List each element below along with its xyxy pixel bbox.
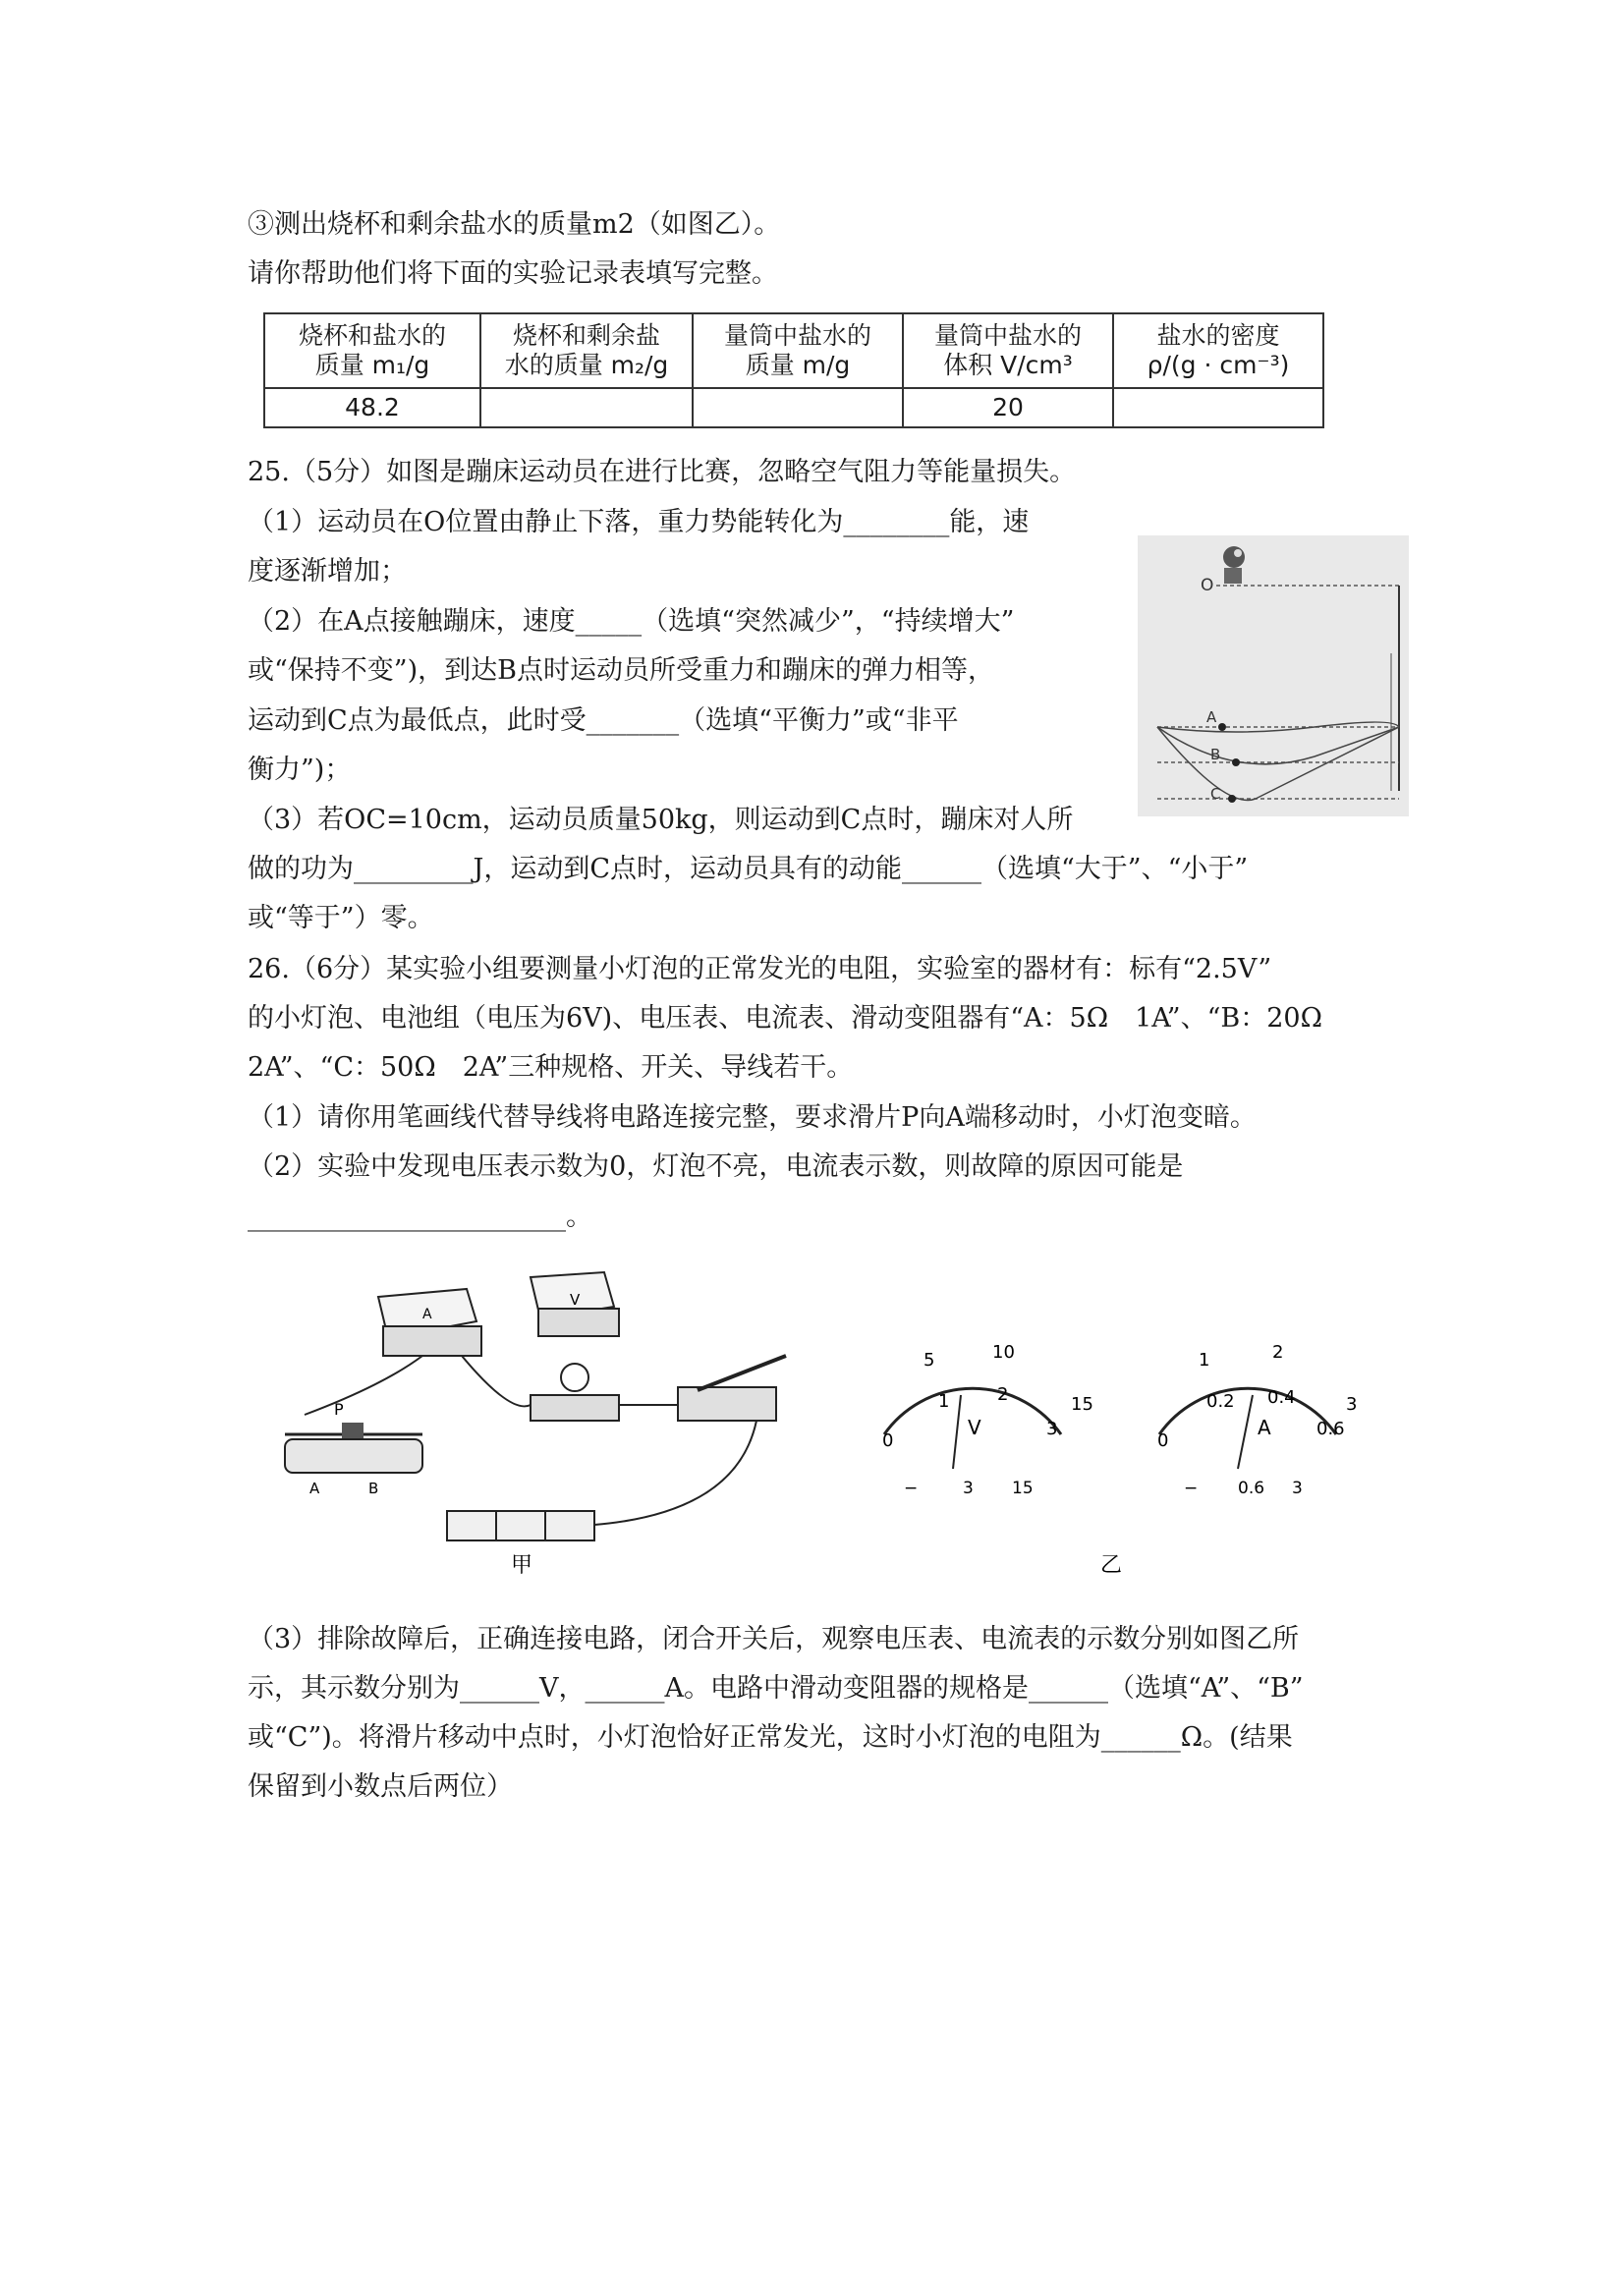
point-b-label: B <box>1210 746 1221 763</box>
table-cell: 48.2 <box>264 388 480 427</box>
step3-text: ③测出烧杯和剩余盐水的质量m2（如图乙）。 <box>248 209 781 240</box>
switch-icon <box>678 1356 786 1421</box>
q26-part2: （2）实验中发现电压表示数为0，灯泡不亮，电流表示数，则故障的原因可能是 <box>248 1151 1184 1182</box>
q25-part3-cont: 或“等于”）零。 <box>248 903 434 933</box>
voltmeter-unit: V <box>968 1416 981 1439</box>
q26-part3: （3）排除故障后，正确连接电路，闭合开关后，观察电压表、电流表的示数分别如图乙所 <box>248 1624 1300 1654</box>
q25-part1: （1）运动员在O位置由静止下落，重力势能转化为________能，速 <box>248 507 1030 537</box>
voltmeter-needle <box>953 1395 961 1469</box>
ammeter-unit: A <box>1258 1416 1271 1439</box>
voltmeter-icon <box>531 1272 619 1336</box>
q25-part2-cont: 或“保持不变”)，到达B点时运动员所受重力和蹦床的弹力相等， <box>248 655 994 686</box>
table-cell: 20 <box>903 388 1113 427</box>
voltmeter-terminal-label: 3 <box>963 1479 974 1498</box>
voltmeter-scale-label: 3 <box>1046 1419 1058 1439</box>
ammeter-scale-label: 0.6 <box>1316 1419 1345 1439</box>
table-header-cell: 烧杯和盐水的 质量 m₁/g <box>264 313 480 388</box>
ammeter-label: A <box>422 1307 432 1322</box>
q25-part3-cont: 做的功为_________J，运动到C点时，运动员具有的动能______（选填“大于”、“小于” <box>248 854 1249 884</box>
rheostat-p-label: P <box>334 1400 344 1419</box>
ammeter-terminal-label: 0.6 <box>1238 1479 1265 1498</box>
table-header-row <box>264 313 1323 388</box>
meters-figure-yi <box>845 1336 1395 1582</box>
q25-part1-cont: 度逐渐增加； <box>248 556 407 587</box>
q26-part3-cont: 保留到小数点后两位） <box>248 1771 513 1802</box>
q25-part3: （3）若OC=10cm，运动员质量50kg，则运动到C点时，蹦床对人所 <box>248 805 1074 835</box>
figure-jia-caption: 甲 <box>511 1553 533 1578</box>
q26-part3-cont: 示，其示数分别为______V，______A。电路中滑动变阻器的规格是______（选填“A”、“B” <box>248 1673 1304 1704</box>
table-header-cell: 烧杯和剩余盐 水的质量 m₂/g <box>480 313 693 388</box>
q26-part2-cont: ________________________。 <box>248 1202 592 1232</box>
ammeter-terminal-label: 3 <box>1292 1479 1303 1498</box>
q25-title: 25.（5分）如图是蹦床运动员在进行比赛，忽略空气阻力等能量损失。 <box>248 457 1077 487</box>
q26-part3-cont: 或“C”)。将滑片移动中点时，小灯泡恰好正常发光，这时小灯泡的电阻为______Ω。(结果 <box>248 1722 1293 1753</box>
voltmeter-dial <box>882 1342 1093 1498</box>
circuit-figure-jia <box>265 1267 815 1582</box>
q26-title-cont: 2A”、“C：50Ω 2A”三种规格、开关、导线若干。 <box>248 1052 854 1083</box>
q25-part2-cont: 衡力”)； <box>248 755 352 785</box>
ammeter-scale-label: 0.2 <box>1206 1391 1235 1412</box>
point-c-label: C <box>1210 785 1221 803</box>
rheostat-b-label: B <box>368 1480 379 1497</box>
table-cell <box>693 388 903 427</box>
voltmeter-scale-label: 1 <box>938 1391 950 1412</box>
voltmeter-terminal-label: 15 <box>1012 1479 1034 1498</box>
table-header-cell: 盐水的密度 ρ/(g · cm⁻³) <box>1113 313 1323 388</box>
voltmeter-scale-label: 15 <box>1071 1394 1093 1415</box>
q26-title: 26.（6分）某实验小组要测量小灯泡的正常发光的电阻，实验室的器材有：标有“2.5V” <box>248 954 1272 984</box>
table-row <box>264 388 1323 427</box>
ammeter-needle <box>1238 1395 1253 1469</box>
table-header-cell: 量筒中盐水的 体积 V/cm³ <box>903 313 1113 388</box>
ammeter-terminal-label: − <box>1184 1479 1199 1498</box>
table-cell <box>480 388 693 427</box>
trampoline-figure <box>1138 535 1409 816</box>
ammeter-zero-label: 0 <box>1157 1430 1169 1451</box>
table-cell <box>1113 388 1323 427</box>
voltmeter-terminal-label: − <box>904 1479 919 1498</box>
q25-part2-cont: 运动到C点为最低点，此时受_______（选填“平衡力”或“非平 <box>248 705 959 736</box>
bulb-icon <box>531 1364 619 1421</box>
voltmeter-zero-label: 0 <box>882 1430 894 1451</box>
q26-title-cont: 的小灯泡、电池组（电压为6V)、电压表、电流表、滑动变阻器有“A：5Ω 1A”、“B：20Ω <box>248 1003 1322 1034</box>
voltmeter-scale-label: 5 <box>923 1350 935 1371</box>
voltmeter-scale-label: 2 <box>997 1384 1009 1405</box>
point-o-label: O <box>1201 576 1214 595</box>
record-table <box>263 312 1324 428</box>
voltmeter-label: V <box>570 1291 581 1309</box>
voltmeter-scale-label: 10 <box>992 1342 1015 1363</box>
ammeter-icon <box>378 1289 481 1356</box>
rheostat-a-label: A <box>309 1480 320 1497</box>
ammeter-scale-label: 1 <box>1199 1350 1210 1371</box>
table-prompt: 请你帮助他们将下面的实验记录表填写完整。 <box>248 258 778 289</box>
point-a-label: A <box>1206 708 1217 726</box>
ammeter-scale-label: 2 <box>1272 1342 1284 1363</box>
ammeter-dial <box>1157 1342 1357 1498</box>
q25-part2: （2）在A点接触蹦床，速度_____（选填“突然减少”，“持续增大” <box>248 606 1015 637</box>
battery-icon <box>447 1511 594 1540</box>
q26-part1: （1）请你用笔画线代替导线将电路连接完整，要求滑片P向A端移动时，小灯泡变暗。 <box>248 1102 1257 1133</box>
table-header-cell: 量筒中盐水的 质量 m/g <box>693 313 903 388</box>
ammeter-scale-label: 3 <box>1346 1394 1358 1415</box>
ammeter-scale-label: 0.4 <box>1267 1387 1296 1408</box>
figure-yi-caption: 乙 <box>1100 1553 1123 1578</box>
